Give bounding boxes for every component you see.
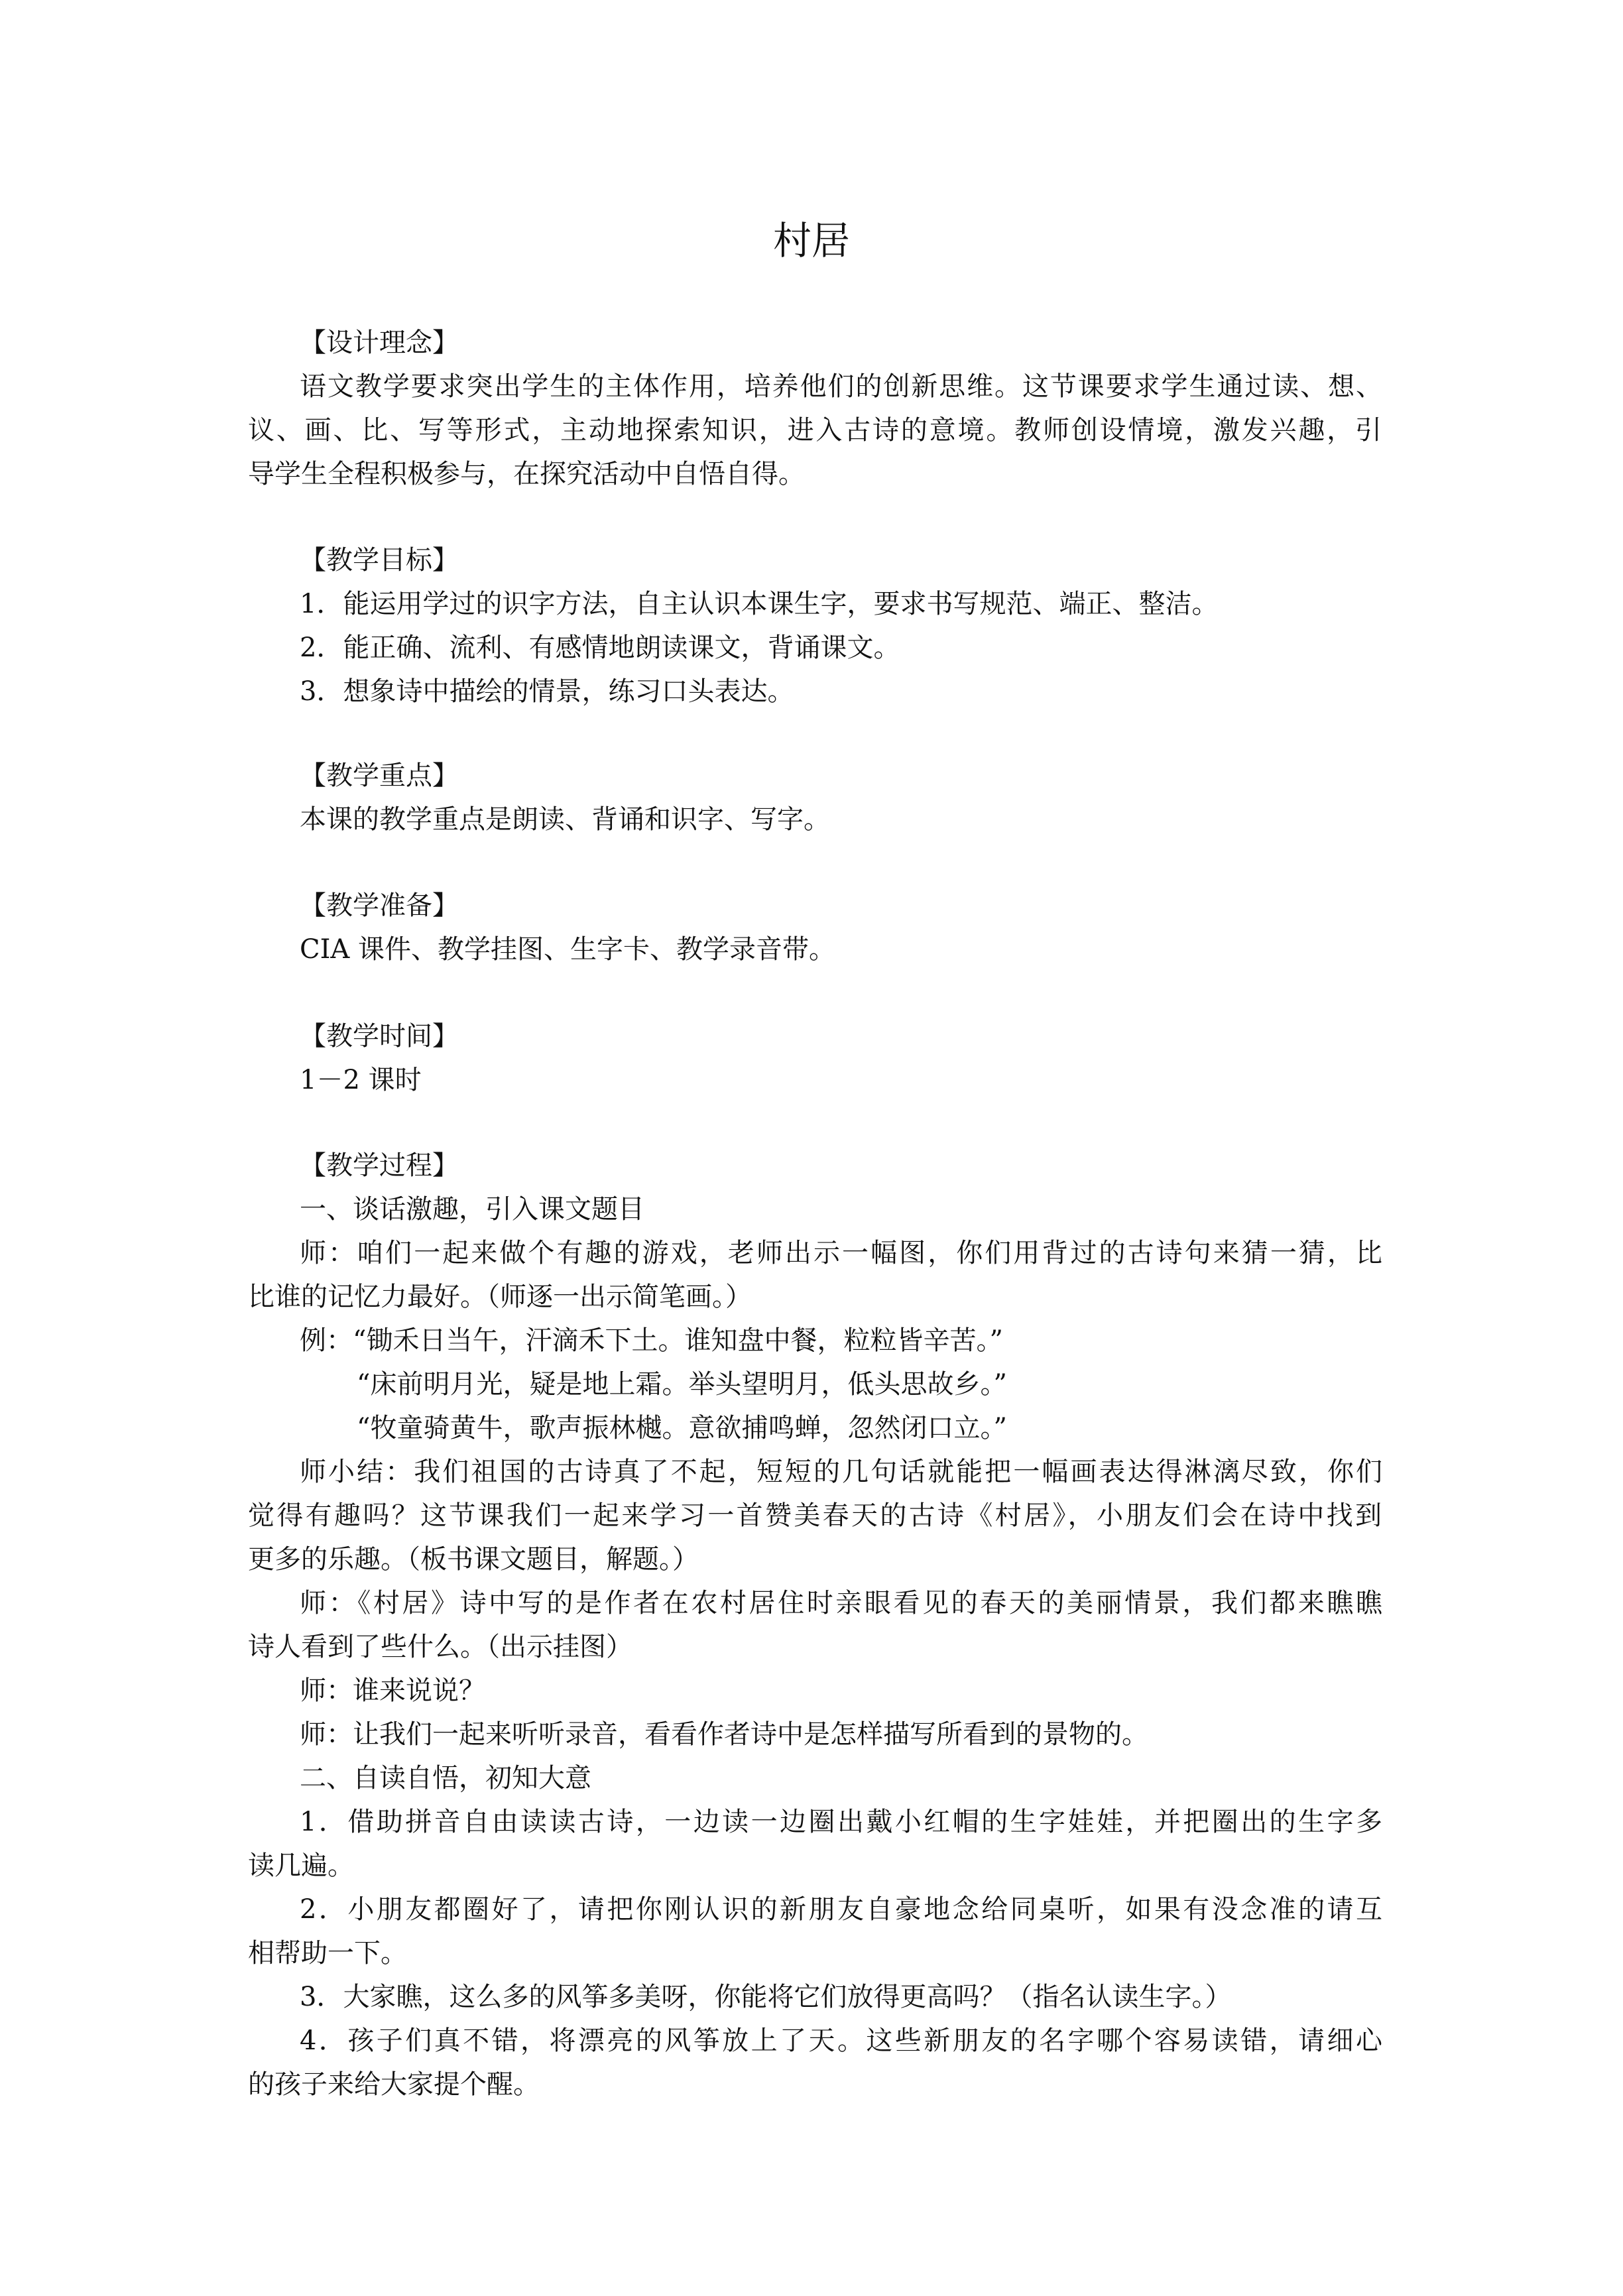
design-heading: 【设计理念】 bbox=[300, 328, 459, 358]
example-line-2: “床前明月光，疑是地上霜。举头望明月，低头思故乡。” bbox=[357, 1369, 1007, 1400]
step-1-line-1: 1．借助拼音自由读读古诗，一边读一边圈出戴小红帽的生字娃娃，并把圈出的生字多 bbox=[300, 1807, 1382, 1837]
process-p3-line-1: 师：《村居》诗中写的是作者在农村居住时亲眼看见的春天的美丽情景，我们都来瞧瞧 bbox=[300, 1588, 1382, 1618]
process-p5: 师：让我们一起来听听录音，看看作者诗中是怎样描写所看到的景物的。 bbox=[300, 1719, 1148, 1750]
goal-item-1: 1．能运用学过的识字方法，自主认识本课生字，要求书写规范、端正、整洁。 bbox=[300, 589, 1219, 619]
step-3: 3．大家瞧，这么多的风筝多美呀，你能将它们放得更高吗？（指名认读生字。） bbox=[300, 1982, 1232, 2012]
focus-heading: 【教学重点】 bbox=[300, 760, 459, 791]
process-heading: 【教学过程】 bbox=[300, 1150, 459, 1181]
goal-item-2: 2．能正确、流利、有感情地朗读课文，背诵课文。 bbox=[300, 633, 900, 663]
prep-text: CIA 课件、教学挂图、生字卡、教学录音带。 bbox=[300, 934, 836, 965]
design-line-2: 议、画、比、写等形式，主动地探索知识，进入古诗的意境。教师创设情境，激发兴趣，引 bbox=[248, 415, 1382, 446]
step-1-line-2: 读几遍。 bbox=[248, 1850, 354, 1881]
process-part2-title: 二、自读自悟，初知大意 bbox=[300, 1763, 591, 1793]
process-p4: 师：谁来说说？ bbox=[300, 1675, 485, 1706]
step-4-line-2: 的孩子来给大家提个醒。 bbox=[248, 2069, 540, 2100]
time-text: 1－2 课时 bbox=[300, 1065, 422, 1095]
process-p1-line-1: 师：咱们一起来做个有趣的游戏，老师出示一幅图，你们用背过的古诗句来猜一猜，比 bbox=[300, 1238, 1382, 1268]
process-p3-line-2: 诗人看到了些什么。（出示挂图） bbox=[248, 1632, 632, 1662]
process-p1-line-2: 比谁的记忆力最好。（师逐一出示简笔画。） bbox=[248, 1282, 752, 1312]
process-p2-line-1: 师小结：我们祖国的古诗真了不起，短短的几句话就能把一幅画表达得淋漓尽致，你们 bbox=[300, 1457, 1382, 1487]
process-p2-line-2: 觉得有趣吗？这节课我们一起来学习一首赞美春天的古诗《村居》，小朋友们会在诗中找到 bbox=[248, 1500, 1382, 1531]
step-4-line-1: 4．孩子们真不错，将漂亮的风筝放上了天。这些新朋友的名字哪个容易读错，请细心 bbox=[300, 2025, 1382, 2056]
process-p2-line-3: 更多的乐趣。（板书课文题目，解题。） bbox=[248, 1544, 699, 1575]
goal-item-3: 3．想象诗中描绘的情景，练习口头表达。 bbox=[300, 676, 794, 707]
focus-text: 本课的教学重点是朗读、背诵和识字、写字。 bbox=[300, 804, 830, 835]
process-part1-title: 一、谈话激趣，引入课文题目 bbox=[300, 1194, 644, 1225]
step-2-line-1: 2．小朋友都圈好了，请把你刚认识的新朋友自豪地念给同桌听，如果有没念准的请互 bbox=[300, 1894, 1382, 1925]
page-title: 村居 bbox=[772, 218, 850, 263]
step-2-line-2: 相帮助一下。 bbox=[248, 1938, 407, 1968]
design-line-3: 导学生全程积极参与，在探究活动中自悟自得。 bbox=[248, 459, 805, 489]
goals-heading: 【教学目标】 bbox=[300, 545, 459, 575]
example-line-1: 例：“锄禾日当午，汗滴禾下土。谁知盘中餐，粒粒皆辛苦。” bbox=[300, 1325, 1003, 1356]
example-line-3: “牧童骑黄牛，歌声振林樾。意欲捕鸣蝉，忽然闭口立。” bbox=[357, 1413, 1007, 1443]
time-heading: 【教学时间】 bbox=[300, 1021, 459, 1052]
design-line-1: 语文教学要求突出学生的主体作用，培养他们的创新思维。这节课要求学生通过读、想、 bbox=[300, 371, 1382, 402]
prep-heading: 【教学准备】 bbox=[300, 890, 459, 921]
